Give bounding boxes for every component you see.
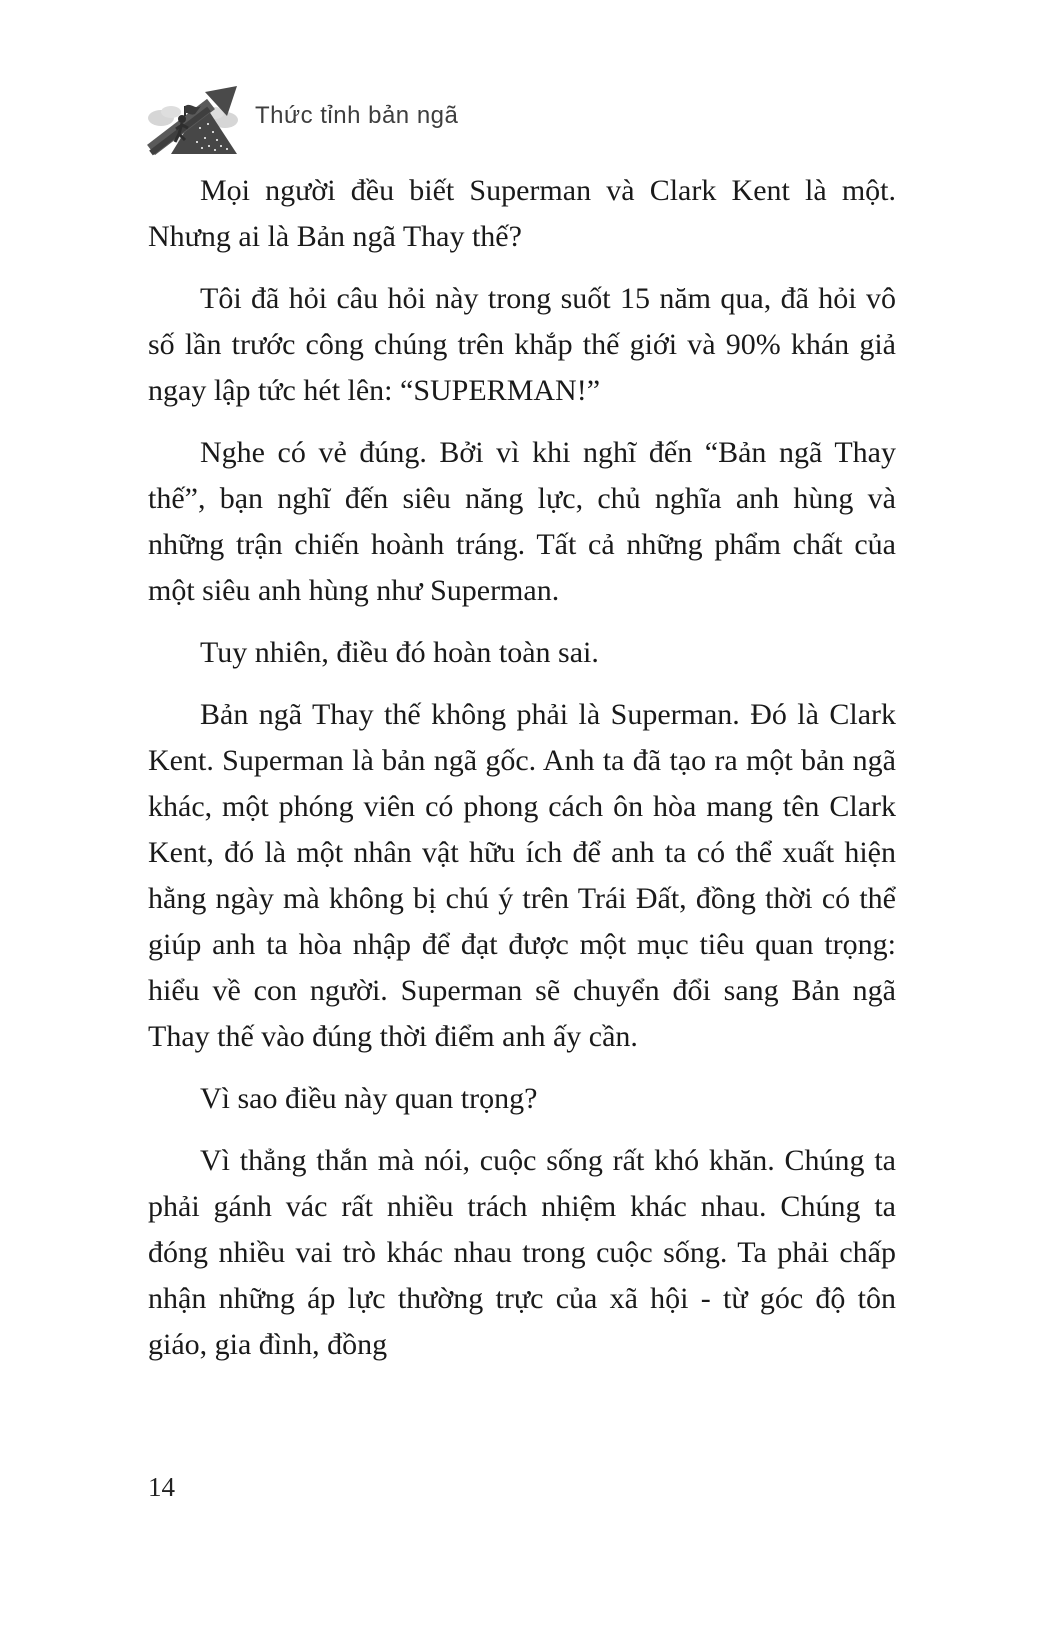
paragraph-2: Tôi đã hỏi câu hỏi này trong suốt 15 năm qua, đã hỏi vô số lần trước công chúng trên khắp thế giới và 90% khán giả ngay lập tức hét lên: “SUPERMAN!” xyxy=(148,282,896,407)
mountain-climb-arrow-logo-icon xyxy=(145,82,241,156)
page-number: 14 xyxy=(148,1472,175,1502)
page-body xyxy=(148,168,896,1384)
paragraph-4: Tuy nhiên, điều đó hoàn toàn sai. xyxy=(200,636,599,669)
paragraph-6: Vì sao điều này quan trọng? xyxy=(200,1082,538,1115)
paragraph-1: Mọi người đều biết Superman và Clark Kent là một. Nhưng ai là Bản ngã Thay thế? xyxy=(148,174,896,253)
paragraph-7: Vì thẳng thắn mà nói, cuộc sống rất khó khăn. Chúng ta phải gánh vác rất nhiều trách nhiệm khác nhau. Chúng ta đóng nhiều vai trò khác nhau trong cuộc sống. Ta phải chấp nhận những áp lực thường trực của xã hội - từ góc độ tôn giáo, gia đình, đồng xyxy=(148,1144,896,1361)
running-header-title: Thức tỉnh bản ngã xyxy=(255,102,459,129)
page-header xyxy=(145,82,458,156)
paragraph-5: Bản ngã Thay thế không phải là Superman. Đó là Clark Kent. Superman là bản ngã gốc. Anh ta đã tạo ra một bản ngã khác, một phóng viên có phong cách ôn hòa mang tên Clark Kent, đó là một nhân vật hữu ích để anh ta có thể xuất hiện hằng ngày mà không bị chú ý trên Trái Đất, đồng thời có thể giúp anh ta hòa nhập để đạt được một mục tiêu quan trọng: hiểu về con người. Superman sẽ chuyển đổi sang Bản ngã Thay thế vào đúng thời điểm anh ấy cần. xyxy=(148,698,896,1053)
paragraph-3: Nghe có vẻ đúng. Bởi vì khi nghĩ đến “Bản ngã Thay thế”, bạn nghĩ đến siêu năng lực, chủ nghĩa anh hùng và những trận chiến hoành tráng. Tất cả những phẩm chất của một siêu anh hùng như Superman. xyxy=(148,436,896,607)
